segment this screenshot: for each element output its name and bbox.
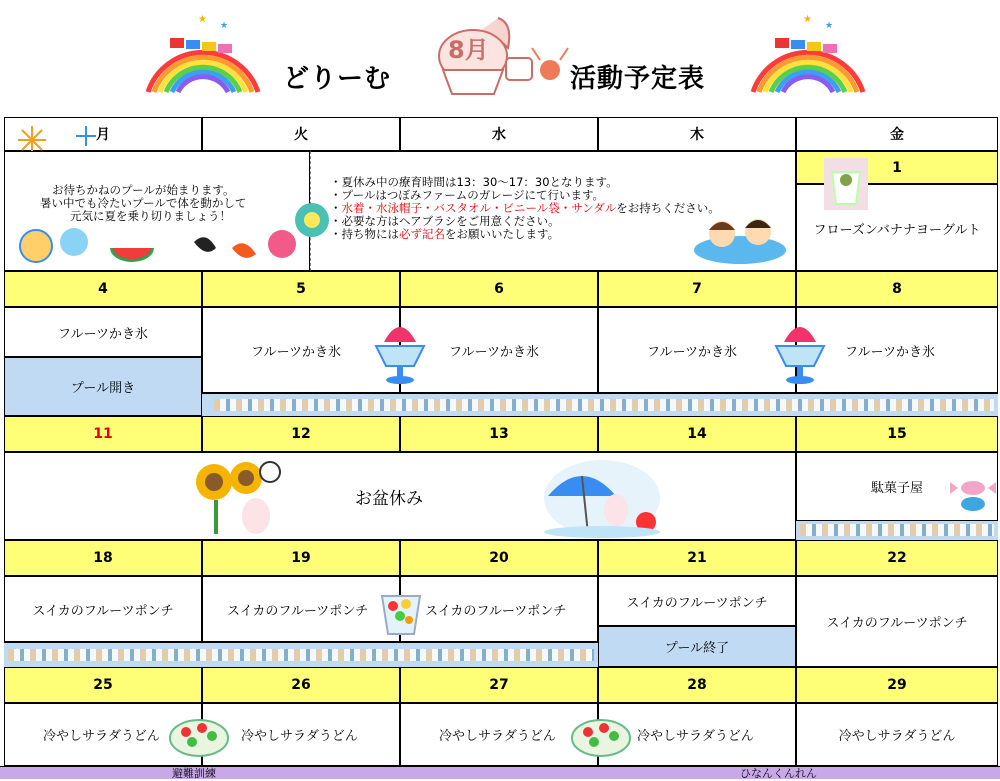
day-20: 20 (400, 540, 598, 576)
day-13: 13 (400, 416, 598, 452)
day-6-snack: フルーツかき氷 (400, 307, 598, 393)
day-6: 6 (400, 271, 598, 307)
day-4-snack: フルーツかき氷 (4, 307, 202, 357)
shell-border-decoration (800, 524, 994, 536)
summer-items-icon (14, 222, 304, 268)
weekday-fri: 金 (796, 117, 998, 151)
day-15: 15 (796, 416, 998, 452)
day-25: 25 (4, 667, 202, 703)
day-12: 12 (202, 416, 400, 452)
day-22-snack: スイカのフルーツポンチ (796, 576, 998, 667)
day-18: 18 (4, 540, 202, 576)
obon-holiday-label: お盆休み (355, 489, 423, 509)
day-1-snack: フローズンバナナヨーグルト (813, 222, 981, 238)
evacuation-drill-label-kana: ひなんくんれん (740, 767, 817, 780)
day-28-snack: 冷やしサラダうどん (598, 703, 796, 766)
weekday-tue: 火 (202, 117, 400, 151)
event-pool-end: プール終了 (598, 626, 796, 667)
shell-border-decoration (214, 399, 994, 411)
beach-ball-icon (292, 200, 332, 240)
day-27: 27 (400, 667, 598, 703)
shaved-ice-icon (370, 312, 430, 386)
note-5: ・持ち物には必ず記名をお願いいたします。 (330, 227, 560, 241)
day-15-snack: 駄菓子屋 (870, 480, 923, 496)
note-1: ・夏休み中の療育時間は13：30〜17：30となります。 (330, 175, 618, 189)
note-5-red: 必ず記名 (399, 227, 445, 241)
weekday-header-row (4, 117, 998, 151)
svg-text:★: ★ (220, 21, 229, 31)
salad-udon-icon (570, 712, 632, 758)
fruit-punch-icon (378, 582, 424, 638)
rainbow-right-icon (745, 10, 870, 95)
event-pool-open: プール開き (4, 357, 202, 416)
day-14: 14 (598, 416, 796, 452)
day-11: 11 (4, 416, 202, 452)
page-title-right: 活動予定表 (570, 64, 706, 94)
day-19-snack: スイカのフルーツポンチ (202, 576, 400, 642)
weekday-wed: 水 (400, 117, 598, 151)
day-25-snack: 冷やしサラダうどん (4, 703, 202, 766)
note-3-red: 水着・水泳帽子・バスタオル・ビニール袋・サンダル (341, 201, 617, 215)
note-3: ・水着・水泳帽子・バスタオル・ビニール袋・サンダルをお持ちください。 (330, 201, 720, 215)
note-2: ・プールはつぼみファームのガレージにて行います。 (330, 188, 605, 202)
evacuation-drill-bar (0, 766, 1000, 779)
day-20-snack: スイカのフルーツポンチ (400, 576, 598, 642)
day-8-snack: フルーツかき氷 (796, 307, 998, 393)
pool-message-line-2: 暑い中でも冷たいプールで体を動かして (40, 196, 247, 210)
day-29-snack: 冷やしサラダうどん (796, 703, 998, 766)
sunflower-bunny-icon (186, 454, 286, 538)
candy-icon (950, 472, 996, 518)
shell-border-decoration (8, 649, 594, 661)
day-18-snack: スイカのフルーツポンチ (4, 576, 202, 642)
month-badge: 8月 (448, 36, 489, 64)
day-26-snack: 冷やしサラダうどん (202, 703, 400, 766)
svg-text:★: ★ (803, 14, 812, 25)
note-4: ・必要な方はヘアブラシをご用意ください。 (330, 214, 560, 228)
day-5: 5 (202, 271, 400, 307)
day-5-snack: フルーツかき氷 (202, 307, 400, 393)
pool-message-line-1: お待ちかねのプールが始まります。 (52, 183, 235, 197)
svg-text:★: ★ (198, 14, 207, 25)
beach-umbrella-bunny-icon (542, 456, 662, 538)
day-27-snack: 冷やしサラダうどん (400, 703, 598, 766)
pool-message-line-3: 元気に夏を乗り切りましょう！ (70, 209, 231, 223)
yogurt-cup-icon (822, 156, 870, 212)
day-19: 19 (202, 540, 400, 576)
day-7-snack: フルーツかき氷 (598, 307, 796, 393)
day-8: 8 (796, 271, 998, 307)
day-21-snack: スイカのフルーツポンチ (598, 576, 796, 626)
day-29: 29 (796, 667, 998, 703)
day-22: 22 (796, 540, 998, 576)
day-7: 7 (598, 271, 796, 307)
day-28: 28 (598, 667, 796, 703)
day-26: 26 (202, 667, 400, 703)
day-4: 4 (4, 271, 202, 307)
day-21: 21 (598, 540, 796, 576)
rainbow-left-icon (140, 10, 265, 95)
svg-text:★: ★ (825, 21, 834, 31)
kids-in-pool-icon (692, 208, 788, 266)
day-1: 1 (796, 151, 998, 184)
evacuation-drill-label: 避難訓練 (172, 767, 216, 780)
salad-udon-icon (168, 712, 230, 758)
shaved-ice-icon (770, 312, 830, 386)
weekday-thu: 木 (598, 117, 796, 151)
page-title-left: どりーむ (283, 64, 392, 94)
weekday-mon: 月 (4, 117, 202, 151)
